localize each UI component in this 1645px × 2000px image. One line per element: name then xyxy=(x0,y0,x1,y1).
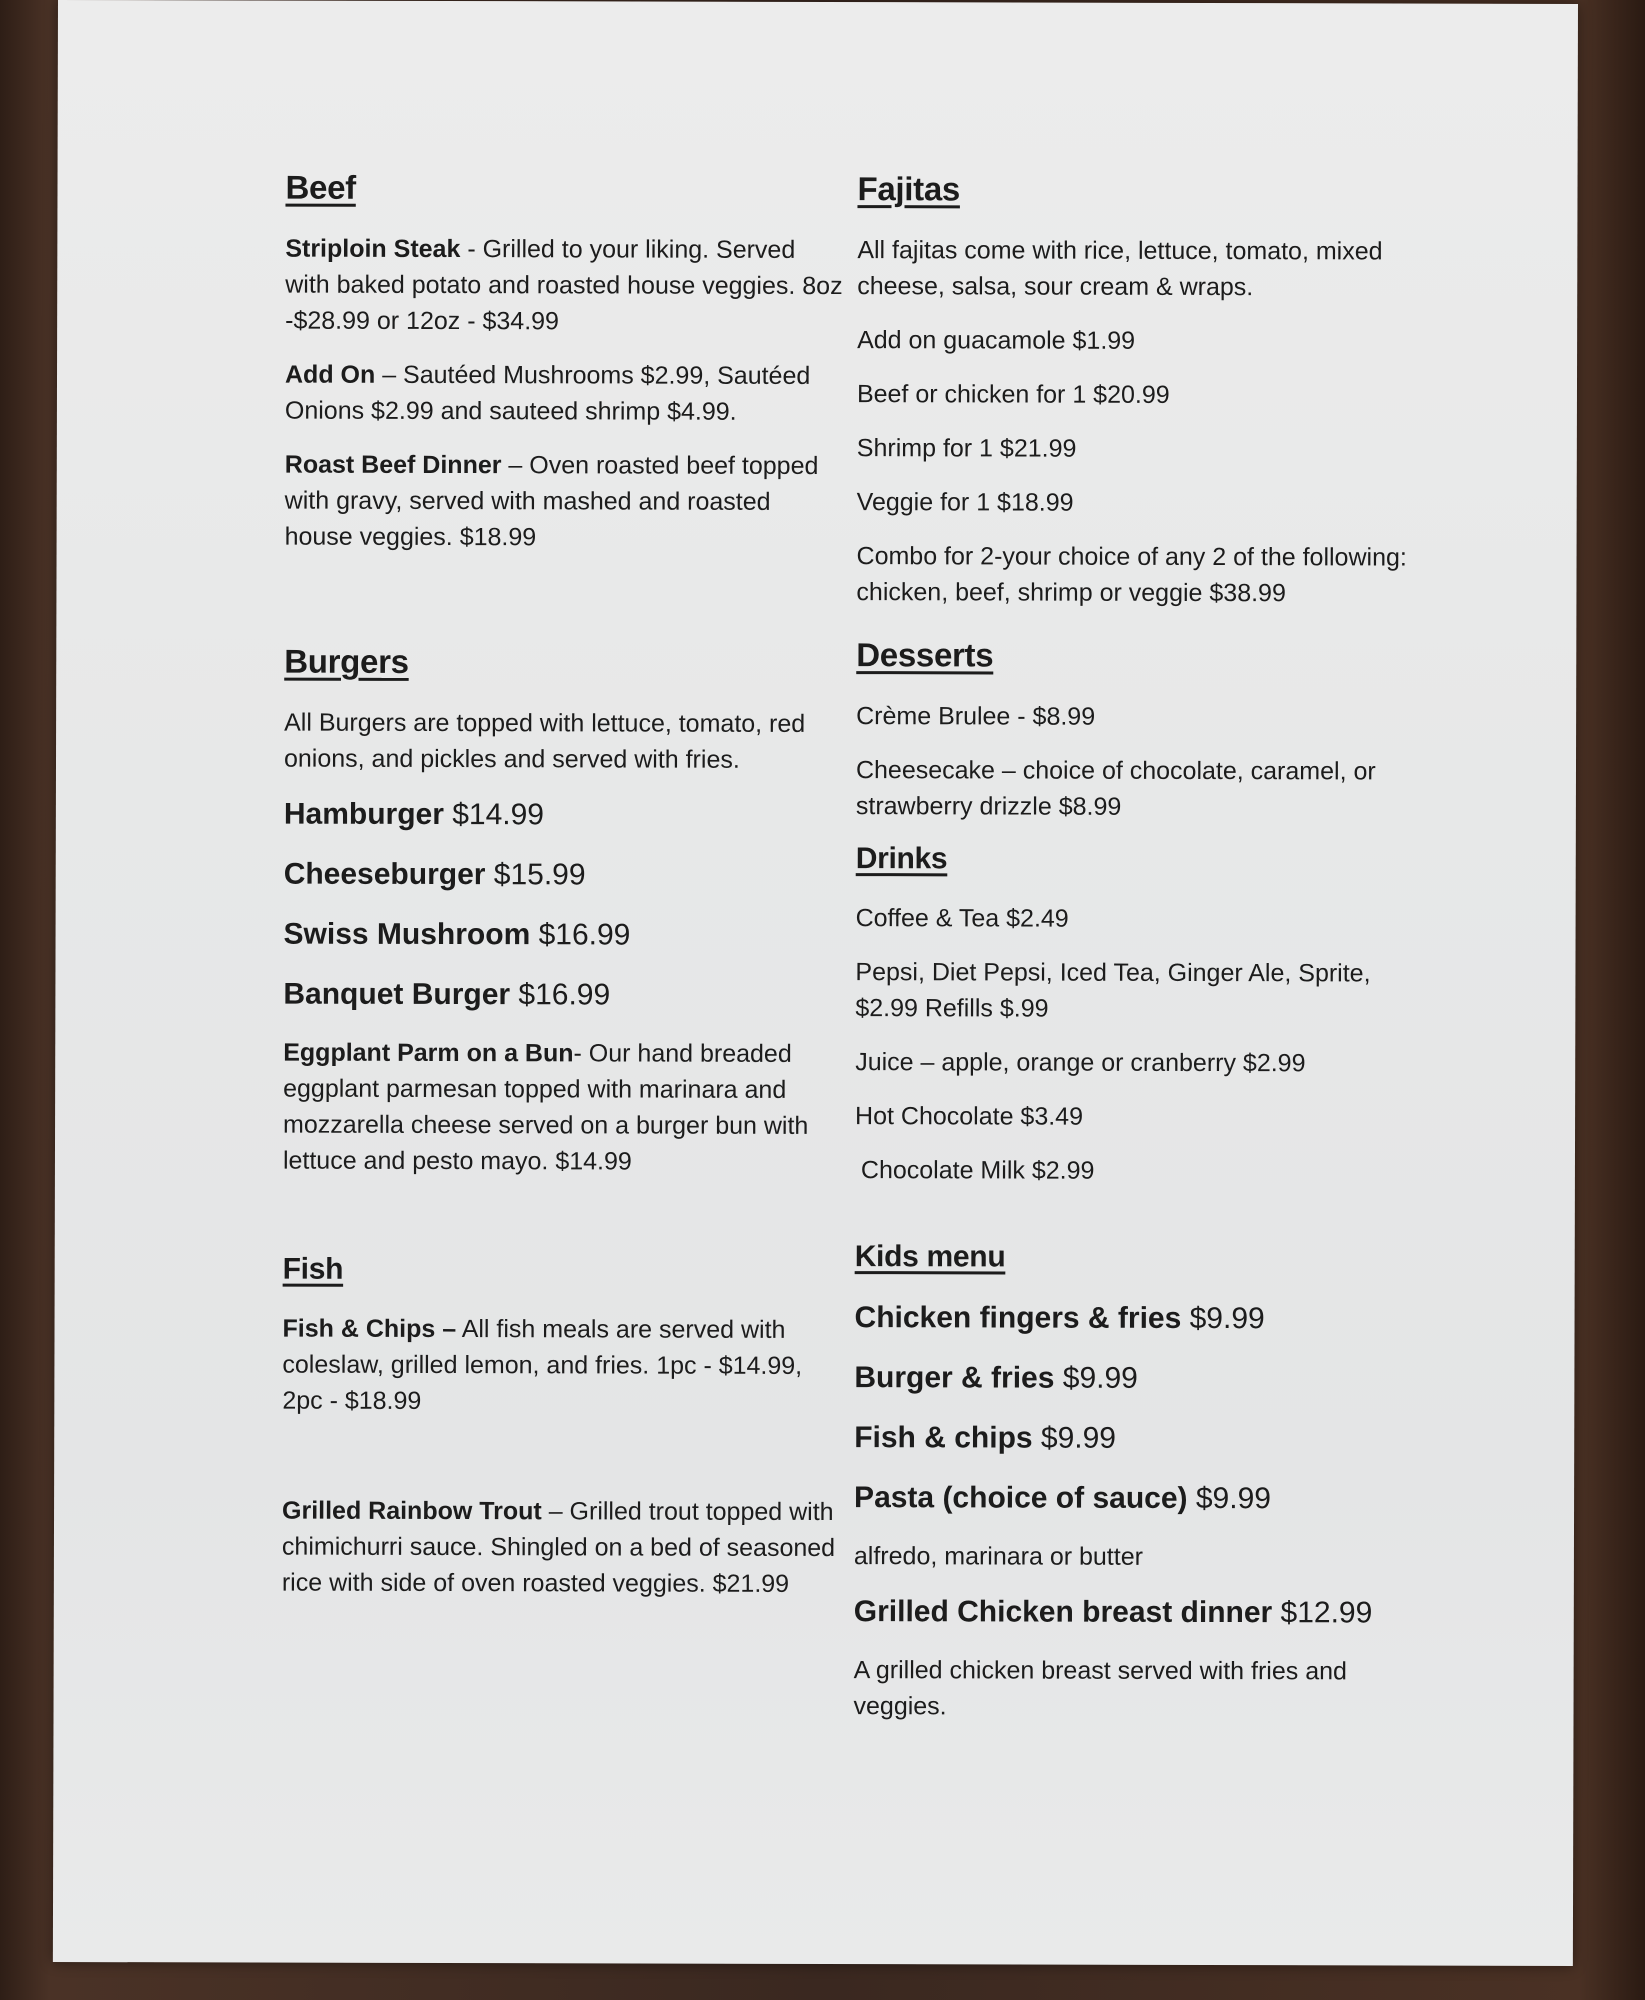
striploin-steak-item xyxy=(285,231,845,340)
burger-name: Cheeseburger xyxy=(283,857,486,892)
fajitas-line: Veggie for 1 $18.99 xyxy=(856,488,1074,517)
desserts-heading: Desserts xyxy=(856,636,994,674)
burger-name: Swiss Mushroom xyxy=(283,917,531,952)
kids-item-price: $9.99 xyxy=(1181,1301,1265,1336)
drinks-line: Juice – apple, orange or cranberry $2.99 xyxy=(855,1048,1306,1078)
drinks-line: Coffee & Tea $2.49 xyxy=(855,904,1069,933)
grilled-chicken-name: Grilled Chicken breast dinner xyxy=(853,1595,1273,1630)
fish-chips-item xyxy=(282,1311,842,1420)
grilled-chicken-price: $12.99 xyxy=(1272,1596,1373,1630)
fajitas-line: All fajitas come with rice, lettuce, tomato, mixed cheese, salsa, sour cream & wraps. xyxy=(857,236,1383,302)
kids-menu-heading: Kids menu xyxy=(854,1240,1006,1274)
burger-name: Banquet Burger xyxy=(283,977,511,1012)
kids-item-price: $9.99 xyxy=(1054,1361,1138,1395)
kids-item-name: Burger & fries xyxy=(854,1361,1055,1395)
burger-price: $14.99 xyxy=(443,798,545,832)
kids-item-name: Pasta (choice of sauce) xyxy=(854,1481,1188,1515)
burgers-intro: All Burgers are topped with lettuce, tomato, red onions, and pickles and served with fries. xyxy=(283,708,806,774)
burger-item xyxy=(284,855,844,896)
striploin-steak-sizes: 8oz -$28.99 or 12oz - $34.99 xyxy=(285,271,843,336)
kids-item-price: $9.99 xyxy=(1032,1421,1117,1455)
eggplant-item xyxy=(283,1035,843,1180)
fish-chips-name: Fish & Chips – xyxy=(282,1314,457,1344)
fajitas-line: Add on guacamole $1.99 xyxy=(857,326,1136,355)
grilled-chicken-desc: A grilled chicken breast served with fries and veggies. xyxy=(853,1656,1347,1721)
add-on-name: Add On xyxy=(284,360,376,389)
eggplant-desc: - Our hand breaded eggplant parmesan topped with marinara and mozzarella cheese served on a burger bun with lettuce and pesto mayo. $14.99 xyxy=(282,1039,809,1176)
menu-paper xyxy=(53,0,1578,1966)
roast-beef-name: Roast Beef Dinner xyxy=(284,450,502,480)
burger-price: $16.99 xyxy=(530,918,631,952)
fish-heading: Fish xyxy=(282,1252,344,1286)
burgers-heading: Burgers xyxy=(284,642,409,680)
pasta-note: alfredo, marinara or butter xyxy=(853,1542,1143,1571)
drinks-line: Hot Chocolate $3.49 xyxy=(855,1102,1084,1131)
kids-item-name: Chicken fingers & fries xyxy=(854,1301,1182,1335)
burger-price: $16.99 xyxy=(510,978,611,1012)
trout-name: Grilled Rainbow Trout xyxy=(282,1496,542,1526)
fajitas-line: Beef or chicken for 1 $20.99 xyxy=(856,380,1170,409)
beef-heading: Beef xyxy=(285,168,356,206)
drinks-heading: Drinks xyxy=(855,842,948,876)
burger-price: $15.99 xyxy=(485,858,586,892)
desserts-line: Cheesecake – choice of chocolate, caramel, or strawberry drizzle $8.99 xyxy=(855,756,1376,821)
roast-beef-desc: – Oven roasted beef topped with gravy, served with mashed and roasted house veggies. $18.99 xyxy=(284,451,819,552)
left-column xyxy=(282,169,846,1620)
fajitas-line: Combo for 2-your choice of any 2 of the following: chicken, beef, shrimp or veggie $38.99 xyxy=(856,542,1407,608)
drinks-line: Pepsi, Diet Pepsi, Iced Tea, Ginger Ale, Sprite, $2.99 Refills $.99 xyxy=(855,958,1371,1023)
trout-desc: – Grilled trout topped with chimichurri sauce. Shingled on a bed of seasoned rice with side of oven roasted veggies. $21.99 xyxy=(281,1497,836,1598)
eggplant-name: Eggplant Parm on a Bun xyxy=(283,1038,574,1068)
kids-item-name: Fish & chips xyxy=(854,1421,1033,1455)
burger-item xyxy=(284,795,844,836)
kids-item-price: $9.99 xyxy=(1187,1481,1272,1516)
add-on-desc: – Sautéed Mushrooms $2.99, Sautéed Onions $2.99 and sauteed shrimp $4.99. xyxy=(284,360,811,426)
kids-item xyxy=(854,1418,1414,1459)
drinks-line: Chocolate Milk $2.99 xyxy=(860,1156,1095,1185)
roast-beef-item xyxy=(285,447,845,556)
burger-name: Hamburger xyxy=(283,797,444,832)
grilled-chicken-item xyxy=(854,1592,1414,1633)
right-column xyxy=(853,170,1417,1743)
kids-item xyxy=(854,1478,1414,1519)
fish-chips-desc: All fish meals are served with coleslaw, grilled lemon, and fries. 1pc - $14.99, 2pc - $18.99 xyxy=(282,1315,803,1415)
burger-item xyxy=(284,915,844,956)
trout-item xyxy=(282,1493,842,1602)
fajitas-line: Shrimp for 1 $21.99 xyxy=(856,434,1077,463)
striploin-steak-name: Striploin Steak xyxy=(285,234,461,264)
kids-item xyxy=(854,1298,1414,1339)
burger-item xyxy=(283,975,843,1016)
add-on-item xyxy=(285,357,845,430)
desserts-line: Crème Brulee - $8.99 xyxy=(856,702,1096,731)
kids-item xyxy=(854,1358,1414,1399)
fajitas-heading: Fajitas xyxy=(857,170,961,208)
striploin-steak-desc: - Grilled to your liking. Served with baked potato and roasted house veggies. xyxy=(285,235,803,300)
